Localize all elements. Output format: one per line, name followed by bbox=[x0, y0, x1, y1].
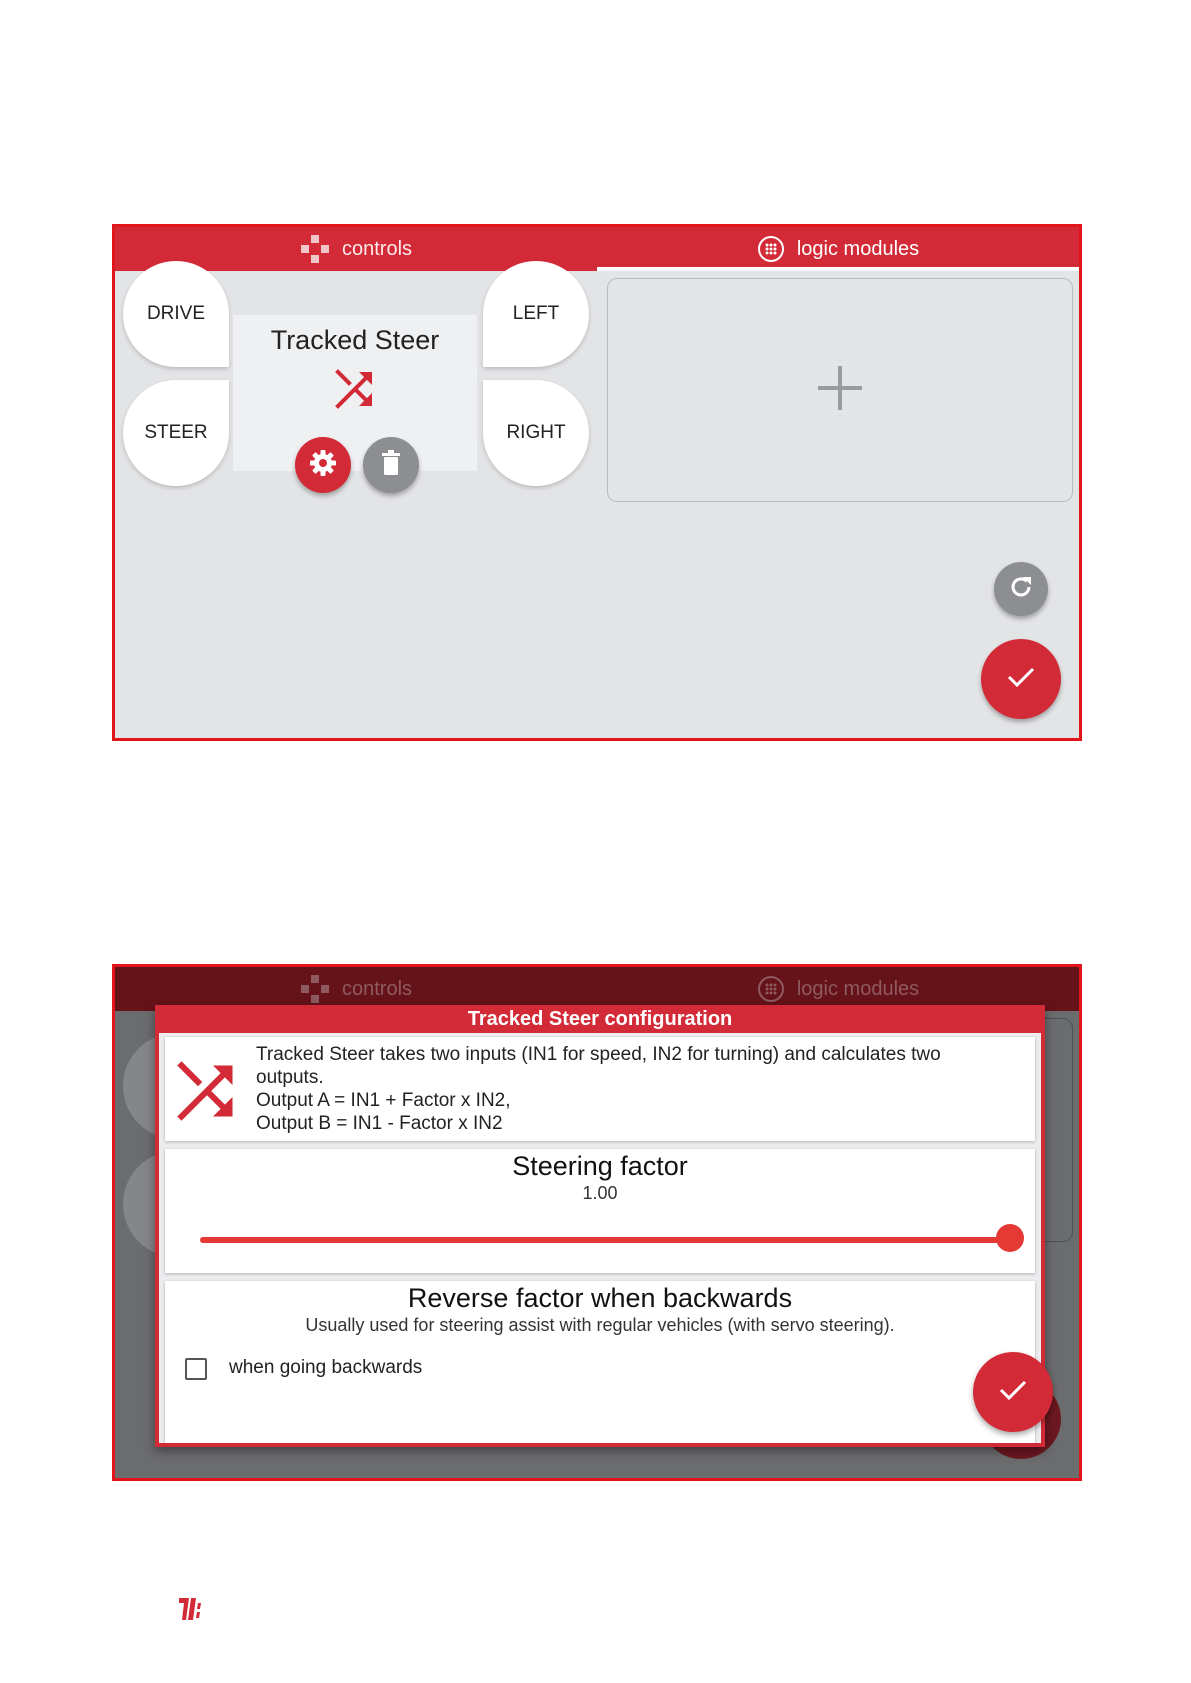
screenshot-logic-modules bbox=[112, 224, 1082, 741]
description-line: outputs. bbox=[256, 1067, 324, 1088]
reverse-factor-card bbox=[165, 1281, 1035, 1443]
reverse-factor-description: Usually used for steering assist with regular vehicles (with servo steering). bbox=[305, 1315, 895, 1335]
steering-factor-slider-track[interactable] bbox=[200, 1237, 1010, 1243]
description-line: Output B = IN1 - Factor x IN2 bbox=[256, 1113, 503, 1134]
shuffle-icon bbox=[335, 369, 375, 414]
brand-logo bbox=[179, 1598, 205, 1625]
configuration-dialog bbox=[155, 1005, 1045, 1447]
module-description-card bbox=[165, 1037, 1035, 1141]
logic-module-icon bbox=[757, 975, 785, 1003]
gear-icon bbox=[309, 449, 337, 482]
module-settings-button[interactable] bbox=[295, 437, 351, 493]
description-line: Output A = IN1 + Factor x IN2, bbox=[256, 1090, 511, 1111]
steering-factor-slider-thumb[interactable] bbox=[996, 1224, 1024, 1252]
steering-factor-label: Steering factor bbox=[512, 1151, 688, 1181]
backwards-checkbox-label[interactable]: when going backwards bbox=[229, 1357, 423, 1378]
tab-controls-label: controls bbox=[341, 237, 413, 260]
output-right[interactable] bbox=[483, 380, 589, 486]
trash-icon bbox=[379, 450, 403, 481]
input-drive[interactable] bbox=[123, 261, 229, 367]
tab-controls-label: controls bbox=[341, 977, 413, 1000]
refresh-icon bbox=[1008, 574, 1034, 605]
reverse-factor-label: Reverse factor when backwards bbox=[407, 1283, 793, 1313]
steering-factor-value: 1.00 bbox=[582, 1183, 618, 1203]
input-steer[interactable] bbox=[123, 380, 229, 486]
input-drive-label: DRIVE bbox=[146, 303, 206, 324]
output-left-label: LEFT bbox=[512, 303, 560, 324]
steering-factor-card bbox=[165, 1149, 1035, 1273]
description-line: Tracked Steer takes two inputs (IN1 for speed, IN2 for turning) and calculates two bbox=[256, 1044, 941, 1065]
module-delete-button[interactable] bbox=[363, 437, 419, 493]
active-tab-indicator bbox=[597, 267, 1079, 271]
check-icon bbox=[998, 1378, 1028, 1407]
tab-bar bbox=[115, 227, 1079, 271]
tab-logic-modules-label: logic modules bbox=[796, 237, 920, 260]
module-title: Tracked Steer bbox=[270, 325, 440, 355]
dialog-body bbox=[159, 1033, 1041, 1443]
backwards-checkbox[interactable] bbox=[185, 1358, 207, 1380]
screenshot-configuration-dialog bbox=[112, 964, 1082, 1481]
add-module-panel[interactable] bbox=[607, 278, 1073, 502]
shuffle-icon bbox=[177, 1061, 237, 1126]
tab-logic-modules[interactable] bbox=[597, 227, 1079, 271]
plus-icon bbox=[817, 365, 863, 416]
dialog-title: Tracked Steer configuration bbox=[467, 1008, 733, 1030]
dialog-confirm-button[interactable] bbox=[973, 1352, 1053, 1432]
check-icon bbox=[1006, 665, 1036, 694]
logic-module-icon bbox=[757, 235, 785, 263]
steering-factor-slider-fill bbox=[200, 1237, 1010, 1243]
output-left[interactable] bbox=[483, 261, 589, 367]
reset-button[interactable] bbox=[994, 562, 1048, 616]
tracked-steer-module[interactable] bbox=[233, 315, 477, 471]
module-description bbox=[256, 1043, 1016, 1135]
tab-logic-modules-label: logic modules bbox=[796, 977, 920, 1000]
confirm-button[interactable] bbox=[981, 639, 1061, 719]
input-steer-label: STEER bbox=[144, 422, 208, 443]
gamepad-icon bbox=[300, 234, 330, 264]
output-right-label: RIGHT bbox=[506, 422, 566, 443]
gamepad-icon bbox=[300, 974, 330, 1004]
